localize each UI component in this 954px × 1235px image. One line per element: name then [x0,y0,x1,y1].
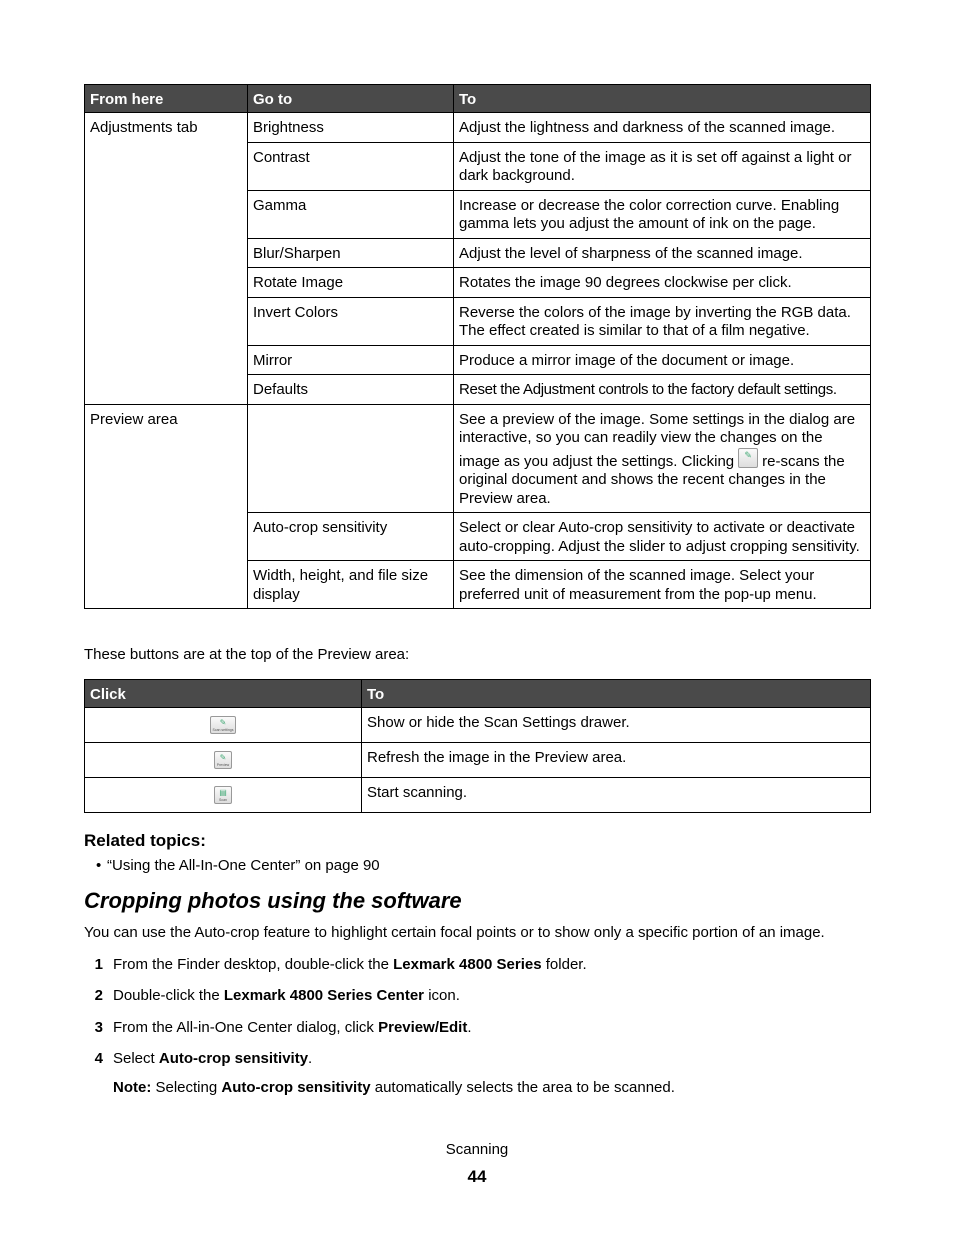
goto-cell: Auto-crop sensitivity [248,513,454,561]
goto-cell: Brightness [248,113,454,143]
footer-section-name: Scanning [445,1141,509,1158]
scan-icon[interactable]: ▤ Scan [214,786,232,804]
preview-icon: ✎ [738,448,758,468]
to-cell: Increase or decrease the color correction curve. Enabling gamma lets you adjust the amount of ink on the page. [454,190,871,238]
icon-cell [85,708,362,743]
goto-cell: Mirror [248,345,454,375]
to-cell: Select or clear Auto-crop sensitivity to activate or deactivate auto-cropping. Adjust the slider to adjust cropping sensitivity. [454,513,871,561]
settings-table [84,84,871,609]
goto-cell: Contrast [248,142,454,190]
buttons-table [84,679,871,813]
header-to: To [454,85,871,113]
to-cell: See the dimension of the scanned image. Select your preferred unit of measurement from the pop-up menu. [454,561,871,609]
to-cell: Rotates the image 90 degrees clockwise per click. [454,268,871,298]
to-cell: Adjust the tone of the image as it is set off against a light or dark background. [454,142,871,190]
page-number: 44 [467,1167,487,1186]
header-click: Click [85,680,362,708]
section-title: Cropping photos using the software [84,888,462,913]
table-row [85,404,871,513]
to-cell: Produce a mirror image of the document or image. [454,345,871,375]
to-cell: Adjust the level of sharpness of the scanned image. [454,238,871,268]
to-cell: Reverse the colors of the image by inverting the RGB data. The effect created is similar to that of a film negative. [454,297,871,345]
goto-cell: Width, height, and file size display [248,561,454,609]
bullet-icon: • [96,857,102,874]
to-cell: Adjust the lightness and darkness of the scanned image. [454,113,871,143]
header-to: To [362,680,871,708]
scan-settings-icon[interactable]: ✎ Scan settings [210,716,236,734]
goto-cell: Blur/Sharpen [248,238,454,268]
icon-cell [85,743,362,778]
goto-cell: Gamma [248,190,454,238]
to-cell: Show or hide the Scan Settings drawer. [362,708,871,743]
header-go-to: Go to [248,85,454,113]
to-cell: Reset the Adjustment controls to the factory default settings. [454,375,871,405]
to-cell-preview [454,404,871,513]
table-header-row [85,680,871,708]
table-row [85,708,871,743]
goto-cell: Rotate Image [248,268,454,298]
goto-cell: Defaults [248,375,454,405]
icon-cell [85,778,362,813]
related-topics-heading: Related topics: [84,831,206,850]
table-header-row [85,85,871,113]
section-intro: You can use the Auto-crop feature to highlight certain focal points or to show only a specific portion of an image. [84,924,825,941]
header-from-here: From here [85,85,248,113]
to-cell: Start scanning. [362,778,871,813]
buttons-intro: These buttons are at the top of the Preview area: [84,646,410,663]
table-row [85,778,871,813]
group-label-preview: Preview area [85,404,248,609]
preview-text-after: re-scans the original document and shows the recent changes in the Preview area. [459,452,845,507]
preview-text-before: See a preview of the image. Some settings in the dialog are interactive, so you can readily view the changes on the image as you adjust the settings. Clicking [459,410,856,470]
preview-icon[interactable]: ✎ Preview [214,751,232,769]
table-row [85,113,871,143]
to-cell: Refresh the image in the Preview area. [362,743,871,778]
table-row [85,743,871,778]
goto-cell-empty [248,404,454,513]
related-topic-item[interactable]: • “Using the All-In-One Center” on page 90 [96,857,380,874]
goto-cell: Invert Colors [248,297,454,345]
group-label-adjustments: Adjustments tab [85,113,248,405]
